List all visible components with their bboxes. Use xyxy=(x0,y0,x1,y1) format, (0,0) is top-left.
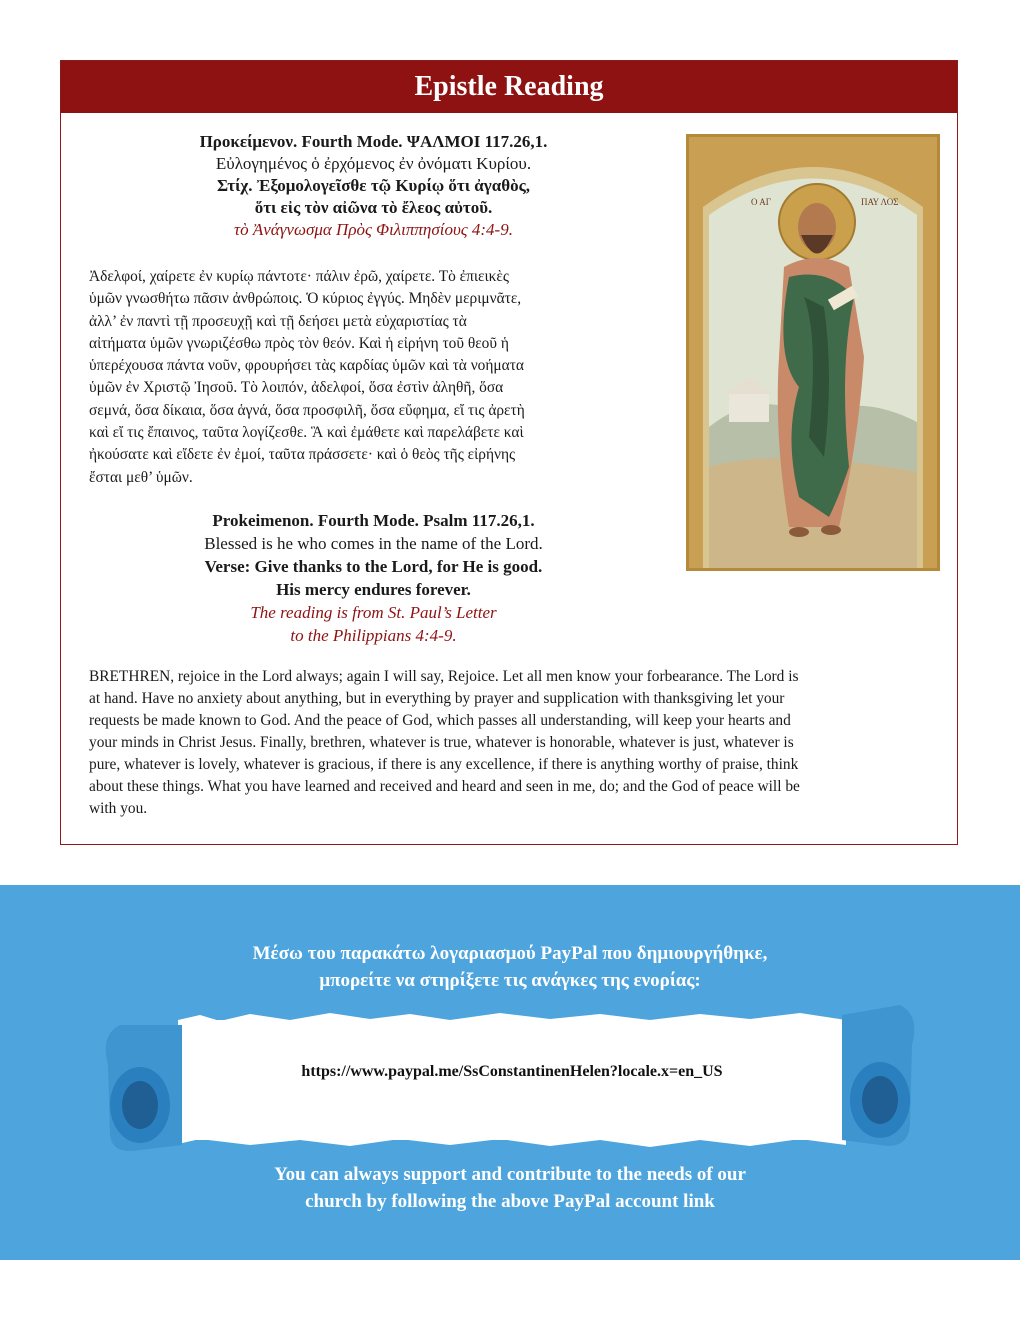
banner-english-line-2: church by following the above PayPal account link xyxy=(305,1191,715,1212)
english-text-line: about these things. What you have learned and received and heard and seen in me, do; and the God of peace will be xyxy=(89,778,800,795)
greek-epistle-text xyxy=(89,266,669,489)
torn-edge-bottom xyxy=(178,1137,846,1147)
greek-verse-line-2: ὅτι εἰς τὸν αἰῶνα τὸ ἔλεος αὐτοῦ. xyxy=(254,198,493,217)
banner-greek-line-1: Μέσω του παρακάτω λογαριασμού PayPal που δημιουργήθηκε, xyxy=(252,943,768,964)
paper-scroll xyxy=(0,1005,1020,1165)
banner-english-line-1: You can always support and contribute to the needs of our xyxy=(274,1164,746,1185)
paypal-banner xyxy=(0,885,1020,1260)
greek-prokeimenon-block xyxy=(91,131,656,241)
english-reading-reference-2: to the Philippians 4:4-9. xyxy=(290,626,457,645)
greek-text-line: ὑπερέχουσα πάντα νοῦν, φρουρήσει τὰς καρδίας ὑμῶν καὶ τὰ νοήματα xyxy=(89,357,524,375)
icon-inscription-left: Ο ΑΓ xyxy=(751,197,771,207)
english-epistle-text xyxy=(89,666,941,820)
saint-paul-icon-art xyxy=(689,137,937,568)
greek-text-line: ἔσται μεθ’ ὑμῶν. xyxy=(89,468,193,486)
greek-text-line: Ἀδελφοί, χαίρετε ἐν κυρίῳ πάντοτε· πάλιν ἐρῶ, χαίρετε. Τὸ ἐπιεικὲς xyxy=(89,268,509,285)
english-text-line: BRETHREN, rejoice in the Lord always; again I will say, Rejoice. Let all men know your forbearance. The Lord is xyxy=(89,668,799,685)
english-text-line: at hand. Have no anxiety about anything, but in everything by prayer and supplication with thanksgiving let your xyxy=(89,690,785,707)
greek-text-line: ὑμῶν γνωσθήτω πᾶσιν ἀνθρώποις. Ὁ κύριος ἐγγύς. Μηδὲν μεριμνᾶτε, xyxy=(89,290,522,308)
english-verse-line-1: Verse: Give thanks to the Lord, for He is good. xyxy=(204,557,543,576)
english-prokeimenon-line: Blessed is he who comes in the name of the Lord. xyxy=(204,534,543,553)
greek-prokeimenon: Προκείμενον. Fourth Mode. ΨΑΛΜΟΙ 117.26,1. xyxy=(199,132,548,151)
banner-greek-line-2: μπορείτε να στηρίξετε τις ανάγκες της ενορίας: xyxy=(319,970,701,991)
banner-greek-text xyxy=(0,940,1020,994)
greek-prokeimenon-line: Εὐλογημένος ὁ ἐρχόμενος ἐν ὀνόματι Κυρίου. xyxy=(215,154,532,173)
banner-english-text xyxy=(0,1161,1020,1215)
epistle-card xyxy=(60,60,958,845)
saint-paul-icon xyxy=(686,134,940,571)
english-text-line: pure, whatever is lovely, whatever is gracious, if there is any excellence, if there is anything worthy of praise, think xyxy=(89,756,799,773)
scroll-rolls xyxy=(0,1005,1020,1165)
paypal-link[interactable]: https://www.paypal.me/SsConstantinenHelen?locale.x=en_US xyxy=(301,1063,723,1080)
english-verse-line-2: His mercy endures forever. xyxy=(276,580,471,599)
greek-reading-reference: τὸ Ἀνάγνωσμα Πρὸς Φιλιππησίους 4:4-9. xyxy=(234,220,513,239)
icon-inscription-right: ΠΑΥ ΛΟΣ xyxy=(861,197,899,207)
english-prokeimenon-block xyxy=(91,509,656,647)
english-reading-reference-1: The reading is from St. Paul’s Letter xyxy=(250,603,497,622)
torn-edge-top xyxy=(178,1013,846,1023)
greek-text-line: ἠκούσατε καὶ εἴδετε ἐν ἐμοί, ταῦτα πράσσετε· καὶ ὁ θεὸς τῆς εἰρήνης xyxy=(89,446,516,464)
epistle-title: Epistle Reading xyxy=(61,61,957,113)
greek-text-line: σεμνά, ὅσα δίκαια, ὅσα ἁγνά, ὅσα προσφιλῆ, ὅσα εὔφημα, εἴ τις ἀρετὴ xyxy=(89,401,525,419)
english-text-line: your minds in Christ Jesus. Finally, brethren, whatever is true, whatever is honorable, whatever is just, whatever is xyxy=(89,734,794,751)
english-prokeimenon: Prokeimenon. Fourth Mode. Psalm 117.26,1. xyxy=(212,511,535,530)
greek-verse-line-1: Στίχ. Ἐξομολογεῖσθε τῷ Κυρίῳ ὅτι ἀγαθὸς, xyxy=(216,176,531,195)
greek-text-line: καὶ εἴ τις ἔπαινος, ταῦτα λογίζεσθε. Ἃ καὶ ἐμάθετε καὶ παρελάβετε καὶ xyxy=(89,424,524,442)
english-text-line: with you. xyxy=(89,800,148,817)
greek-text-line: αἰτήματα ὑμῶν γνωριζέσθω πρὸς τὸν θεόν. Καὶ ἡ εἰρήνη τοῦ θεοῦ ἡ xyxy=(89,334,509,352)
english-text-line: requests be made known to God. And the peace of God, which passes all understanding, will keep your hearts and xyxy=(89,712,791,729)
greek-text-line: ἀλλ’ ἐν παντὶ τῇ προσευχῇ καὶ τῇ δεήσει μετὰ εὐχαριστίας τὰ xyxy=(89,312,467,330)
greek-text-line: ὑμῶν ἐν Χριστῷ Ἰησοῦ. Τὸ λοιπόν, ἀδελφοί, ὅσα ἐστὶν ἀληθῆ, ὅσα xyxy=(89,379,504,397)
